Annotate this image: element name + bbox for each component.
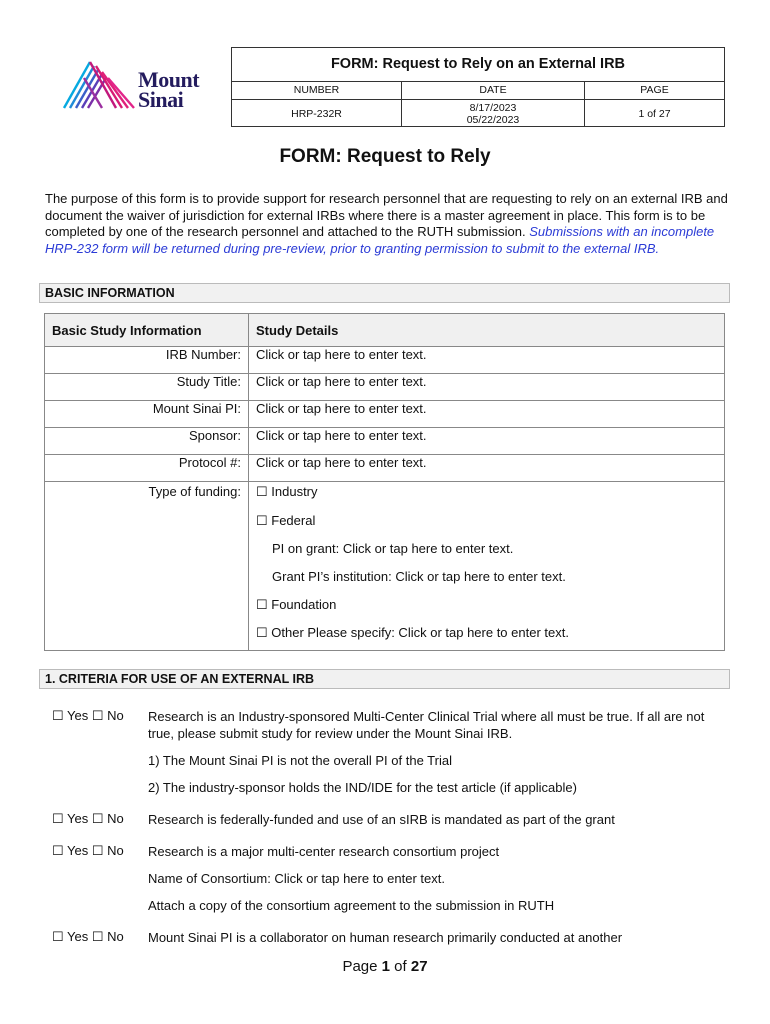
header-number-label: NUMBER	[232, 81, 402, 99]
funding-other-checkbox[interactable]: ☐ Other Please specify: Click or tap here to enter text.	[256, 625, 569, 640]
intro-paragraph: The purpose of this form is to provide support for research personnel that are requesting to rely on an external IRB and document the waiver of jurisdiction for external IRBs where there is a master agreement in place. This form is to be completed by one of the research personnel and attached to the RUTH submission. Submissions with an incomplete HRP-232 form will be returned during pre-review, prior to granting permission to submit to the external IRB.	[45, 191, 728, 256]
criteria-4-yes-no[interactable]: ☐ Yes ☐ No	[52, 929, 124, 944]
row-study-title: Study Title: Click or tap here to enter text.	[45, 373, 724, 401]
header-date-label: DATE	[402, 81, 585, 99]
header-date-value: 8/17/2023 05/22/2023	[402, 100, 585, 127]
page-footer: Page 1 of 27	[342, 958, 428, 975]
criteria-3-text: Research is a major multi-center research consortium project	[148, 844, 500, 859]
criteria-1-text: Research is an Industry-sponsored Multi-Center Clinical Trial where all must be true. If all are not true, please submit study for review under the Mount Sinai IRB.	[148, 709, 705, 741]
consortium-name-field[interactable]: Name of Consortium: Click or tap here to enter text.	[148, 871, 445, 886]
study-title-field[interactable]: Click or tap here to enter text.	[256, 374, 427, 389]
criteria-1-yes-no[interactable]: ☐ Yes ☐ No	[52, 708, 124, 723]
criteria-3-yes-no[interactable]: ☐ Yes ☐ No	[52, 843, 124, 858]
grant-pi-institution-field[interactable]: Grant PI’s institution: Click or tap here to enter text.	[272, 569, 566, 584]
col-study-details: Study Details	[256, 323, 339, 338]
funding-foundation-checkbox[interactable]: ☐ Foundation	[256, 597, 337, 612]
criteria-2-text: Research is federally-funded and use of an sIRB is mandated as part of the grant	[148, 812, 615, 827]
header-page-label: PAGE	[640, 84, 669, 96]
criteria-2-yes-no[interactable]: ☐ Yes ☐ No	[52, 811, 124, 826]
criteria-1-sub2: 2) The industry-sponsor holds the IND/IDE for the test article (if applicable)	[148, 780, 577, 795]
irb-number-field[interactable]: Click or tap here to enter text.	[256, 347, 427, 362]
section-criteria: 1. CRITERIA FOR USE OF AN EXTERNAL IRB	[39, 669, 730, 689]
row-mount-sinai-pi: Mount Sinai PI: Click or tap here to enter text.	[45, 400, 724, 428]
mount-sinai-pi-field[interactable]: Click or tap here to enter text.	[256, 401, 427, 416]
form-header-title: FORM: Request to Rely on an External IRB	[232, 48, 724, 82]
form-header-table	[231, 47, 725, 127]
document-title: FORM: Request to Rely	[279, 146, 491, 167]
header-number-value: HRP-232R	[232, 100, 402, 127]
row-sponsor: Sponsor: Click or tap here to enter text.	[45, 427, 724, 455]
sponsor-field[interactable]: Click or tap here to enter text.	[256, 428, 427, 443]
col-basic-study-info: Basic Study Information	[52, 323, 202, 338]
section-basic-information: BASIC INFORMATION	[39, 283, 730, 303]
pi-on-grant-field[interactable]: PI on grant: Click or tap here to enter text.	[272, 541, 514, 556]
row-protocol-number: Protocol #: Click or tap here to enter text.	[45, 454, 724, 482]
intro-warning: Submissions with an incomplete HRP-232 form will be returned during pre-review, prior to granting permission to submit to the external IRB.	[45, 224, 715, 256]
criteria-3-sub2: Attach a copy of the consortium agreement to the submission in RUTH	[148, 898, 555, 913]
row-irb-number: IRB Number: Click or tap here to enter text.	[45, 346, 724, 374]
criteria-4-text: Mount Sinai PI is a collaborator on human research primarily conducted at another	[148, 930, 623, 945]
basic-info-table: Basic Study Information Study Details IRB Number: Click or tap here to enter text. Study Title: Click or tap here to enter text. Mount Sinai PI: Click or tap here to enter text. Sponsor: Click or tap here to enter text. Protocol #: Click or tap here to enter text. Type of funding: ☐ Industry ☐ Federal PI on grant: Click or tap here to enter text. Grant PI’s institution: Click or tap here to enter text. ☐ Foundation ☐ Other Please specify: Click or tap here to enter text.	[44, 313, 725, 651]
protocol-number-field[interactable]: Click or tap here to enter text.	[256, 455, 427, 470]
header-page-value: 1 of 27	[638, 107, 671, 120]
funding-federal-checkbox[interactable]: ☐ Federal	[256, 513, 316, 528]
funding-industry-checkbox[interactable]: ☐ Industry	[256, 484, 318, 499]
criteria-1-sub1: 1) The Mount Sinai PI is not the overall PI of the Trial	[148, 753, 452, 768]
logo-text: Mount Sinai	[138, 67, 200, 112]
